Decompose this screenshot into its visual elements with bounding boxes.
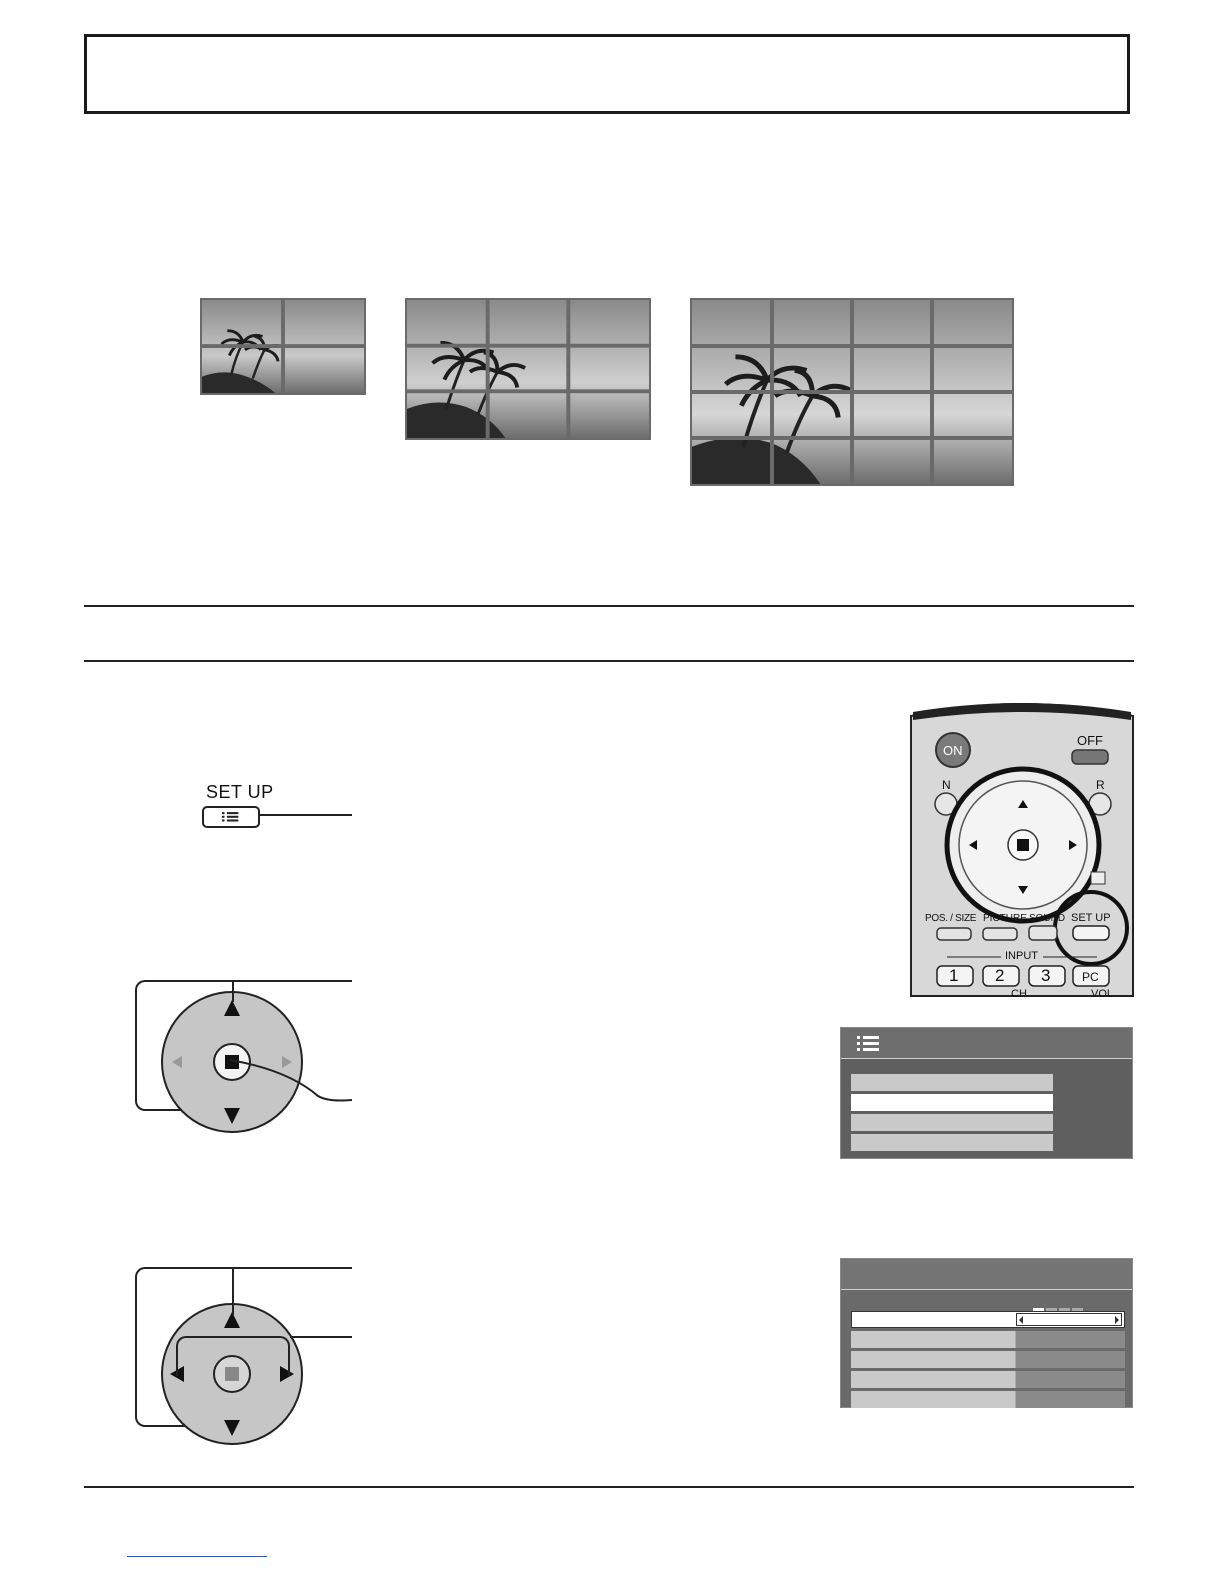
remote-possize-label: POS. / SIZE	[925, 913, 977, 924]
step2-leader-up-vertical	[232, 980, 234, 1002]
step2-leader-action	[228, 1058, 358, 1108]
osd-multi-display-menu	[840, 1258, 1133, 1408]
osd-menu-row-3[interactable]	[851, 1114, 1053, 1131]
remote-btn-pc: PC	[1082, 970, 1099, 984]
remote-sound-label: SOUND	[1029, 913, 1066, 924]
osd-value-selector[interactable]	[1016, 1313, 1122, 1326]
video-wall-4x4-image	[690, 298, 1014, 486]
remote-ch-label: CH	[1011, 988, 1027, 1000]
palm-beach-2x2	[202, 300, 364, 393]
page-title-box	[84, 34, 1130, 114]
remote-btn-2: 2	[995, 966, 1005, 985]
remote-r-label: R	[1096, 778, 1105, 792]
remote-n-label: N	[942, 778, 951, 792]
setup-button[interactable]	[202, 806, 260, 828]
remote-picture-label: PICTURE	[983, 913, 1027, 924]
palm-beach-3x3	[407, 300, 649, 438]
osd-submenu-row-5[interactable]	[851, 1391, 1125, 1408]
remote-off-label: OFF	[1077, 733, 1103, 748]
osd-setup-menu	[840, 1027, 1133, 1159]
osd-submenu-row-1-selected[interactable]	[851, 1311, 1125, 1328]
osd-submenu-row-4[interactable]	[851, 1371, 1125, 1388]
footer-link-underline[interactable]	[127, 1556, 267, 1557]
remote-btn-1: 1	[949, 966, 959, 985]
step3-leader-up-vertical	[232, 1267, 234, 1315]
palm-beach-4x4	[692, 300, 1012, 484]
menu-list-icon	[855, 1034, 883, 1054]
step3-leader-up	[233, 1267, 352, 1269]
section-rule-mid	[84, 660, 1134, 662]
remote-btn-3: 3	[1041, 966, 1051, 985]
osd-submenu-row-3[interactable]	[851, 1351, 1125, 1368]
osd-menu-row-4[interactable]	[851, 1134, 1053, 1151]
step3-bracket-left-right	[176, 1336, 290, 1376]
osd-menu-header	[841, 1028, 1132, 1059]
video-wall-2x2-image	[200, 298, 366, 395]
osd-submenu-header	[841, 1259, 1132, 1290]
remote-setup-label: SET UP	[1071, 912, 1111, 924]
remote-control	[911, 698, 1133, 1000]
step2-leader-up	[233, 980, 352, 982]
osd-menu-row-1[interactable]	[851, 1074, 1053, 1091]
osd-menu-row-2-selected[interactable]	[851, 1094, 1053, 1111]
osd-submenu-row-2[interactable]	[851, 1331, 1125, 1348]
remote-on-label: ON	[943, 743, 963, 758]
setup-leader-line	[260, 814, 352, 816]
remote-vol-label: VOL	[1091, 988, 1114, 1000]
remote-input-label: INPUT	[1005, 950, 1038, 962]
video-wall-3x3-image	[405, 298, 651, 440]
section-rule-bottom	[84, 1486, 1134, 1488]
section-rule-top	[84, 605, 1134, 607]
setup-button-label: SET UP	[206, 782, 274, 802]
arrow-right-icon	[1115, 1316, 1119, 1324]
arrow-left-icon	[1019, 1316, 1023, 1324]
menu-list-icon	[204, 808, 258, 826]
step3-leader-left-right	[290, 1336, 352, 1338]
